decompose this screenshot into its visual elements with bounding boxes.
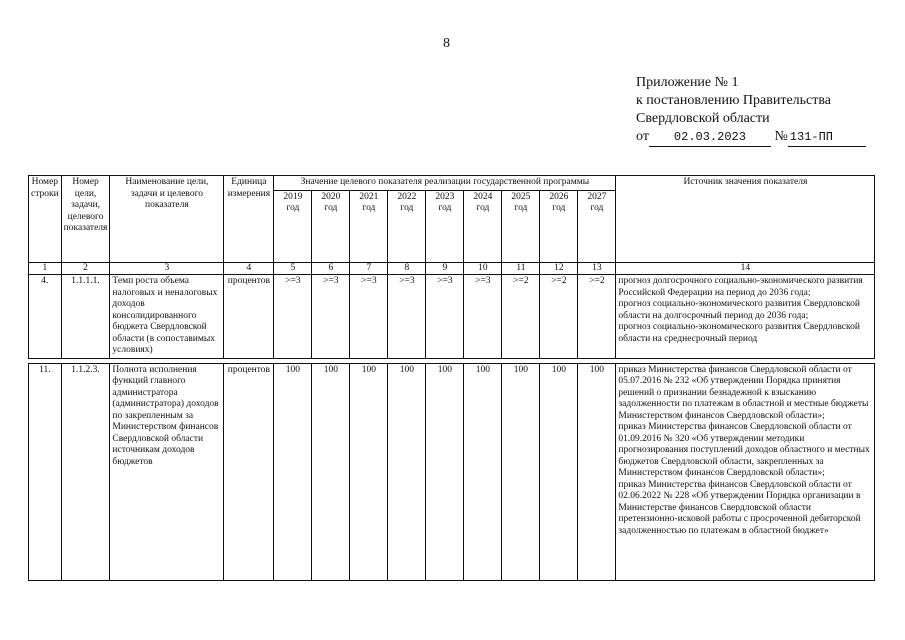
from-label: от: [636, 129, 649, 144]
page-number: 8: [443, 36, 450, 51]
year-value: >=2: [502, 275, 540, 359]
appendix-title: Приложение № 1: [636, 75, 739, 90]
appendix-date-line: [636, 128, 866, 147]
header-year: 2019 год: [274, 190, 312, 263]
header-source: Источник значения показателя: [616, 176, 875, 263]
header-year: 2020 год: [312, 190, 350, 263]
column-number: 4: [224, 263, 274, 275]
header-year: 2025 год: [502, 190, 540, 263]
year-value: >=3: [274, 275, 312, 359]
header-indicator-name: Наименование цели, задачи и целевого показателя: [110, 176, 224, 263]
column-number: 3: [110, 263, 224, 275]
column-number: 12: [540, 263, 578, 275]
header-row-number: Номер строки: [29, 176, 62, 263]
year-value: 100: [274, 363, 312, 580]
column-number: 14: [616, 263, 875, 275]
year-value: 100: [350, 363, 388, 580]
indicator-name: Полнота исполнения функций главного администратора (администратора) доходов по закрепленным за Министерством финансов Свердловской области источникам доходов бюджетов: [110, 363, 224, 580]
year-value: >=3: [350, 275, 388, 359]
number-label: №: [774, 129, 788, 144]
year-value: >=3: [388, 275, 426, 359]
header-year: 2023 год: [426, 190, 464, 263]
column-number: 11: [502, 263, 540, 275]
header-year: 2022 год: [388, 190, 426, 263]
column-number: 7: [350, 263, 388, 275]
year-value: 100: [426, 363, 464, 580]
unit: процентов: [224, 363, 274, 580]
indicators-table: [28, 175, 875, 581]
decree-date: 02.03.2023: [649, 128, 771, 147]
year-value: 100: [388, 363, 426, 580]
year-value: >=3: [464, 275, 502, 359]
column-number-row: [29, 263, 875, 275]
year-value: >=2: [578, 275, 616, 359]
indicator-source: прогноз долгосрочного социально-экономического развития Российской Федерации на период до 2036 года; прогноз социально-экономического развития Свердловской области на долгосрочный период до 2036 года; прогноз социально-экономического развития Свердловской области на среднесрочный период: [616, 275, 875, 359]
header-year: 2024 год: [464, 190, 502, 263]
column-number: 8: [388, 263, 426, 275]
header-year: 2027 год: [578, 190, 616, 263]
indicator-name: Темп роста объема налоговых и неналоговых доходов консолидированного бюджета Свердловской области (в сопоставимых условиях): [110, 275, 224, 359]
unit: процентов: [224, 275, 274, 359]
column-number: 10: [464, 263, 502, 275]
column-number: 1: [29, 263, 62, 275]
goal-number: 1.1.2.3.: [61, 363, 110, 580]
header-year: 2026 год: [540, 190, 578, 263]
year-value: 100: [312, 363, 350, 580]
table-row: [29, 363, 875, 580]
appendix-line3: Свердловской области: [636, 111, 770, 126]
year-value: 100: [502, 363, 540, 580]
header-goal-number: Номер цели, задачи, целевого показателя: [61, 176, 110, 263]
column-number: 5: [274, 263, 312, 275]
appendix-line2: к постановлению Правительства: [636, 93, 832, 108]
column-number: 13: [578, 263, 616, 275]
row-number: 4.: [29, 275, 62, 359]
year-value: 100: [464, 363, 502, 580]
appendix-header: [636, 74, 866, 147]
goal-number: 1.1.1.1.: [61, 275, 110, 359]
table-row: [29, 275, 875, 359]
year-value: >=3: [312, 275, 350, 359]
year-value: 100: [540, 363, 578, 580]
header-year: 2021 год: [350, 190, 388, 263]
header-values-group: Значение целевого показателя реализации государственной программы: [274, 176, 616, 191]
year-value: >=2: [540, 275, 578, 359]
header-unit: Единица измерения: [224, 176, 274, 263]
indicator-source: приказ Министерства финансов Свердловской области от 05.07.2016 № 232 «Об утверждении Порядка принятия решений о признании безнадежной к взысканию задолженности по платежам в областной и местные бюджеты Министерством финансов Свердловской области»; приказ Министерства финансов Свердловской области от 01.09.2016 № 320 «Об утверждении методики прогнозирования поступлений доходов областного и местных бюджетов Свердловской области, закрепленных за Министерством финансов Свердловской области»; приказ Министерства финансов Свердловской области от 02.06.2022 № 228 «Об утверждении Порядка организации в Министерстве финансов Свердловской области претензионно-исковой работы с просроченной дебиторской задолженностью по платежам в областной бюджет»: [616, 363, 875, 580]
column-number: 2: [61, 263, 110, 275]
column-number: 9: [426, 263, 464, 275]
row-number: 11.: [29, 363, 62, 580]
decree-number: 131-ПП: [788, 128, 866, 147]
column-number: 6: [312, 263, 350, 275]
year-value: 100: [578, 363, 616, 580]
year-value: >=3: [426, 275, 464, 359]
